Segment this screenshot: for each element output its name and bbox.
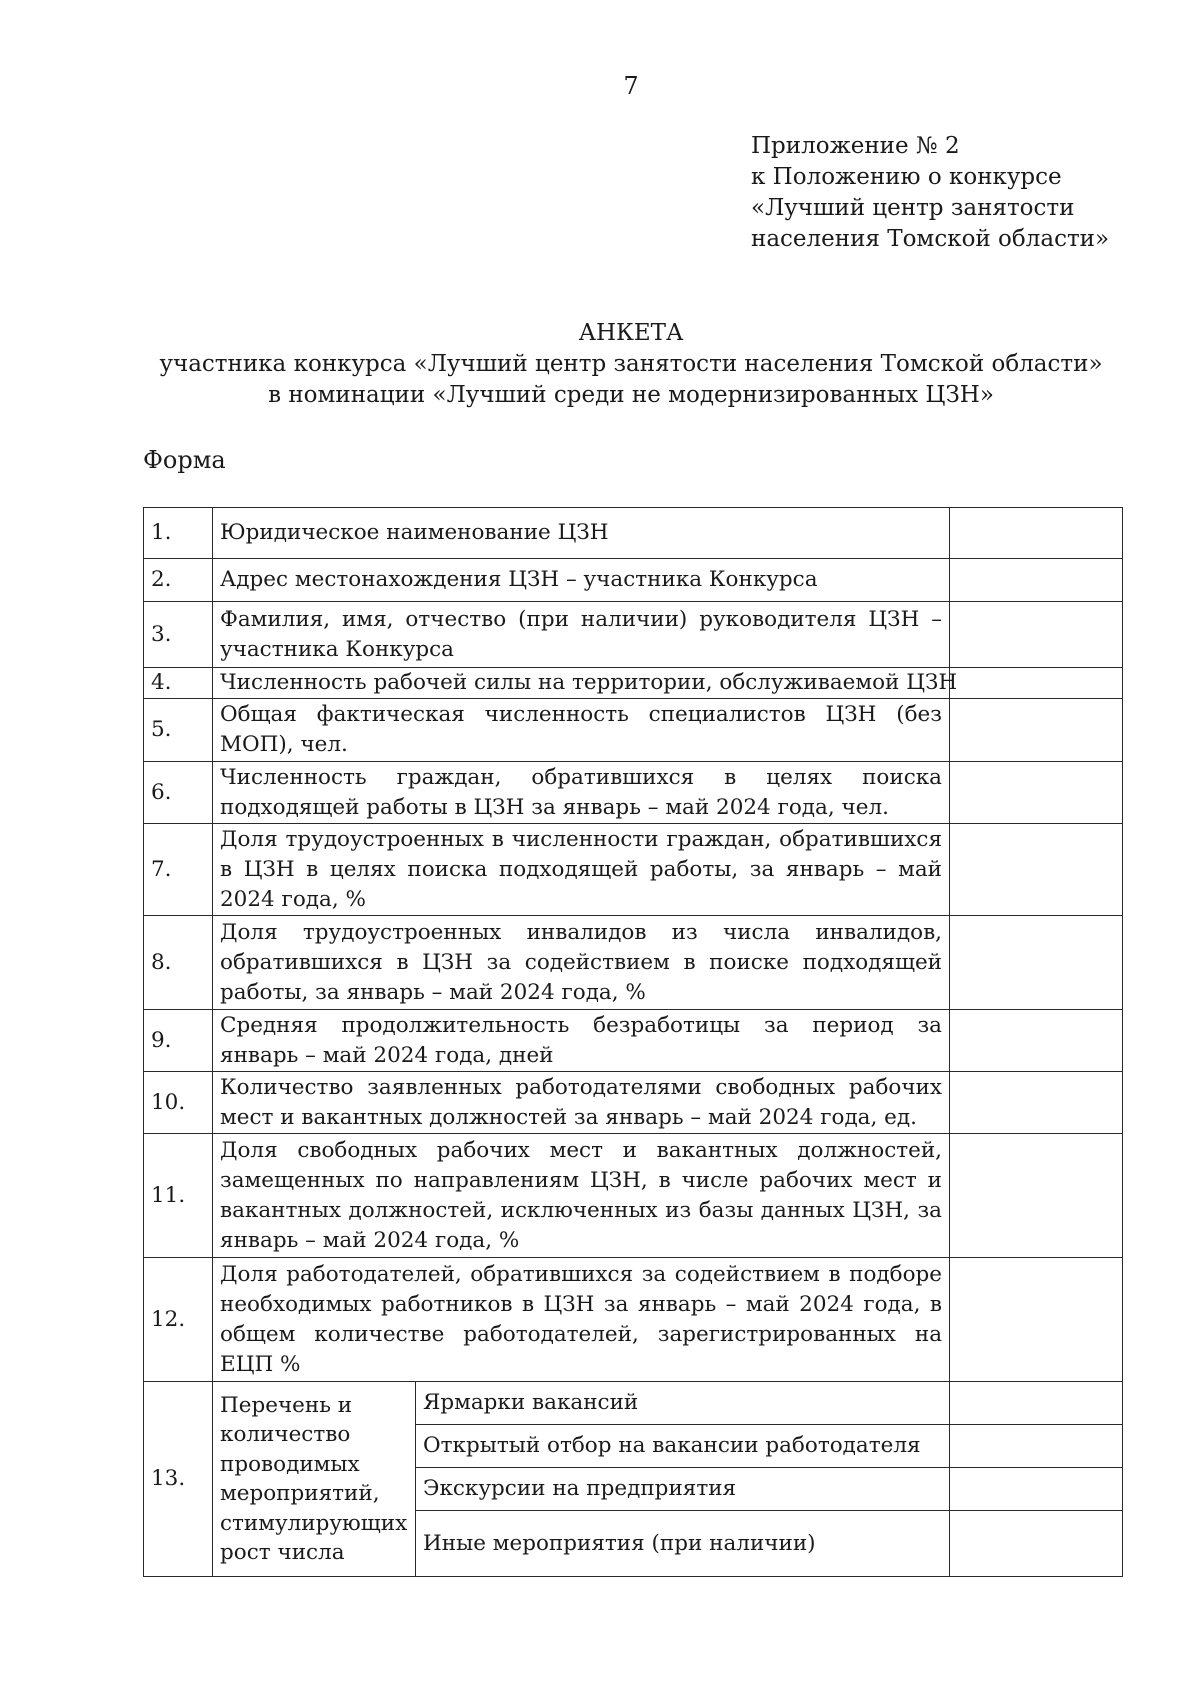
appendix-reference [751,131,1109,255]
value-cell[interactable] [950,916,1123,1010]
table-row [144,508,1123,559]
event-item: Ярмарки вакансий [416,1382,950,1425]
row-description: Общая фактическая численность специалистов ЦЗН (без МОП), чел. [213,699,950,762]
row-description: Средняя продолжительность безработицы за период за январь – май 2024 года, дней [213,1010,950,1072]
row-number: 12. [144,1258,213,1382]
table-row [144,602,1123,668]
value-cell[interactable] [950,1511,1123,1577]
row-number: 7. [144,824,213,916]
value-cell[interactable] [950,824,1123,916]
value-cell[interactable] [950,1010,1123,1072]
value-cell[interactable] [950,668,1123,699]
event-item: Экскурсии на предприятия [416,1468,950,1511]
row-number: 3. [144,602,213,668]
event-item: Иные мероприятия (при наличии) [416,1511,950,1577]
row-number: 5. [144,699,213,762]
row-description: Численность граждан, обратившихся в целях поиска подходящей работы в ЦЗН за январь – май 2024 года, чел. [213,762,950,824]
form-label: Форма [143,446,226,474]
row-number: 10. [144,1072,213,1134]
value-cell[interactable] [950,1382,1123,1425]
value-cell[interactable] [950,1072,1123,1134]
page-number: 7 [623,72,639,100]
value-cell[interactable] [950,1134,1123,1258]
table-row [144,1072,1123,1134]
title-subtitle: участника конкурса «Лучший центр занятости населения Томской области» [159,351,1103,377]
row-number: 6. [144,762,213,824]
row-number: 13. [144,1382,213,1577]
table-row [144,699,1123,762]
table-row [144,916,1123,1010]
value-cell[interactable] [950,762,1123,824]
row-number: 11. [144,1134,213,1258]
title-nomination: в номинации «Лучший среди не модернизированных ЦЗН» [268,382,994,408]
value-cell[interactable] [950,559,1123,602]
row-description: Доля работодателей, обратившихся за содействием в подборе необходимых работников в ЦЗН за январь – май 2024 года, в общем количестве работодателей, зарегистрированных на ЕЦП % [213,1258,950,1382]
row-description: Доля трудоустроенных в численности граждан, обратившихся в ЦЗН в целях поиска подходящей работы, за январь – май 2024 года, % [213,824,950,916]
value-cell[interactable] [950,508,1123,559]
table-row [144,1382,1123,1425]
value-cell[interactable] [950,602,1123,668]
event-group-label: Перечень и количество проводимых мероприятий, стимулирующих рост числа [213,1382,416,1577]
appendix-line: к Положению о конкурсе [751,164,1062,190]
event-item: Открытый отбор на вакансии работодателя [416,1425,950,1468]
value-cell[interactable] [950,1258,1123,1382]
table-row [144,1134,1123,1258]
appendix-line: «Лучший центр занятости [751,195,1075,221]
title-heading: АНКЕТА [578,320,684,346]
value-cell[interactable] [950,1425,1123,1468]
row-number: 9. [144,1010,213,1072]
appendix-line: населения Томской области» [751,226,1110,252]
row-description: Численность рабочей силы на территории, обслуживаемой ЦЗН [213,668,950,699]
value-cell[interactable] [950,1468,1123,1511]
row-description: Фамилия, имя, отчество (при наличии) руководителя ЦЗН – участника Конкурса [213,602,950,668]
row-number: 1. [144,508,213,559]
table-row [144,668,1123,699]
table-row [144,762,1123,824]
table-row [144,1258,1123,1382]
row-description: Доля трудоустроенных инвалидов из числа инвалидов, обратившихся в ЦЗН за содействием в поиске подходящей работы, за январь – май 2024 года, % [213,916,950,1010]
row-description: Юридическое наименование ЦЗН [213,508,950,559]
row-number: 8. [144,916,213,1010]
document-title [0,318,1200,411]
row-description: Количество заявленных работодателями свободных рабочих мест и вакантных должностей за январь – май 2024 года, ед. [213,1072,950,1134]
row-number: 2. [144,559,213,602]
table-row [144,559,1123,602]
row-number: 4. [144,668,213,699]
questionnaire-table [143,507,1123,1577]
row-description: Адрес местонахождения ЦЗН – участника Конкурса [213,559,950,602]
appendix-line: Приложение № 2 [751,133,960,159]
table-row [144,824,1123,916]
row-description: Доля свободных рабочих мест и вакантных должностей, замещенных по направлениям ЦЗН, в числе рабочих мест и вакантных должностей, исключенных из базы данных ЦЗН, за январь – май 2024 года, % [213,1134,950,1258]
value-cell[interactable] [950,699,1123,762]
table-row [144,1010,1123,1072]
